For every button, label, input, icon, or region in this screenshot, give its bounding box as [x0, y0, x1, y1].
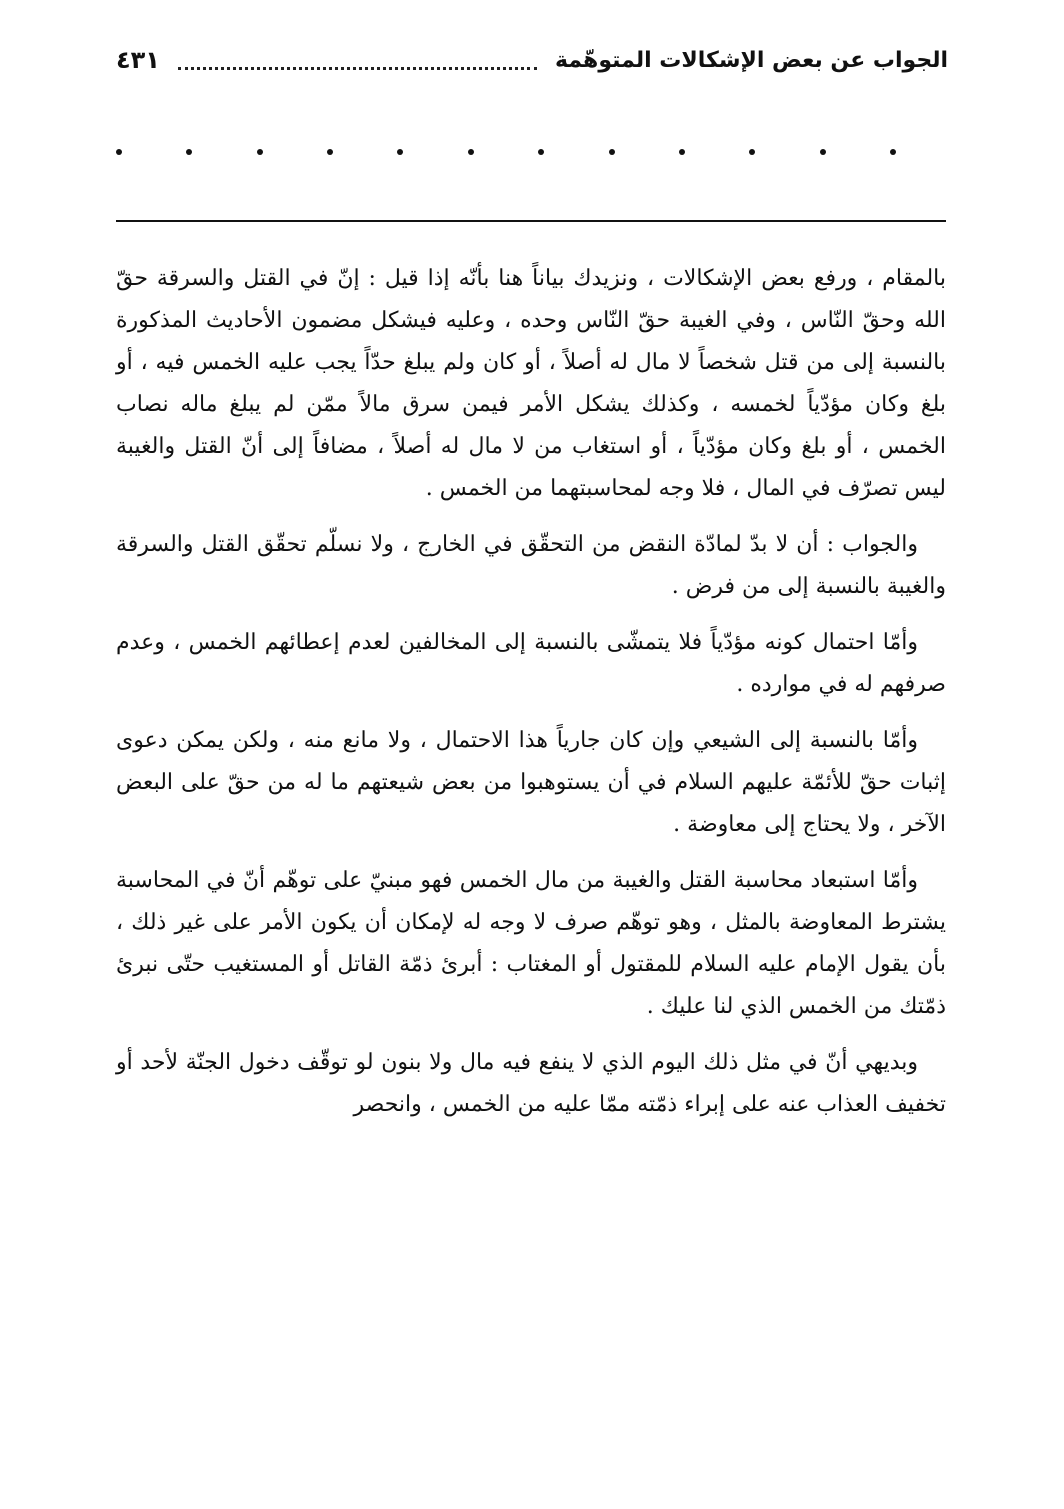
dot-separator: [116, 140, 896, 164]
body-text: [116, 258, 946, 1140]
separator-dot: [468, 149, 474, 155]
header-dot-leader: [178, 65, 537, 70]
separator-dot: [257, 149, 263, 155]
paragraph-1: بالمقام ، ورفع بعض الإشكالات ، ونزيدك بياناً هنا بأنّه إذا قيل : إنّ في القتل والسرقة حقّ الله وحقّ النّاس ، وفي الغيبة حقّ النّاس وحده ، وعليه فيشكل مضمون الأحاديث المذكورة بالنسبة إلى من قتل شخصاً لا مال له أصلاً ، أو كان ولم يبلغ حدّاً يجب عليه الخمس فيه ، أو بلغ وكان مؤدّياً لخمسه ، وكذلك يشكل الأمر فيمن سرق مالاً ممّن لم يبلغ ماله نصاب الخمس ، أو بلغ وكان مؤدّياً ، أو استغاب من لا مال له أصلاً ، مضافاً إلى أنّ القتل والغيبة ليس تصرّف في المال ، فلا وجه لمحاسبتهما من الخمس .: [116, 266, 946, 501]
separator-dot: [679, 149, 685, 155]
paragraph-4: وأمّا بالنسبة إلى الشيعي وإن كان جارياً هذا الاحتمال ، ولا مانع منه ، ولكن يمكن دعوى إثبات حقّ للأئمّة عليهم السلام في أن يستوهبوا من بعض شيعتهم ما له من حقّ على البعض الآخر ، ولا يحتاج إلى معاوضة .: [116, 728, 946, 837]
paragraph-2: والجواب : أن لا بدّ لمادّة النقض من التحقّق في الخارج ، ولا نسلّم تحقّق القتل والسرقة والغيبة بالنسبة إلى من فرض .: [116, 532, 946, 599]
separator-dot: [538, 149, 544, 155]
page-number: ٤٣١: [116, 46, 160, 74]
paragraph-5: وأمّا استبعاد محاسبة القتل والغيبة من مال الخمس فهو مبنيّ على توهّم أنّ في المحاسبة يشترط المعاوضة بالمثل ، وهو توهّم صرف لا وجه له لإمكان أن يكون الأمر على غير ذلك ، بأن يقول الإمام عليه السلام للمقتول أو المغتاب : أبرئ ذمّة القاتل أو المستغيب حتّى نبرئ ذمّتك من الخمس الذي لنا عليك .: [116, 868, 946, 1019]
paragraph-6: وبديهي أنّ في مثل ذلك اليوم الذي لا ينفع فيه مال ولا بنون لو توقّف دخول الجنّة لأحد أو تخفيف العذاب عنه على إبراء ذمّته ممّا عليه من الخمس ، وانحصر: [116, 1050, 946, 1117]
separator-dot: [116, 149, 122, 155]
header-title: الجواب عن بعض الإشكالات المتوهّمة: [554, 47, 948, 73]
separator-dot: [820, 149, 826, 155]
horizontal-rule: [116, 220, 946, 222]
separator-dot: [749, 149, 755, 155]
paragraph-3: وأمّا احتمال كونه مؤدّياً فلا يتمشّى بالنسبة إلى المخالفين لعدم إعطائهم الخمس ، وعدم صرفهم له في موارده .: [116, 630, 946, 697]
running-header: [116, 40, 948, 80]
separator-dot: [890, 149, 896, 155]
separator-dot: [327, 149, 333, 155]
separator-dot: [186, 149, 192, 155]
separator-dot: [397, 149, 403, 155]
separator-dot: [609, 149, 615, 155]
